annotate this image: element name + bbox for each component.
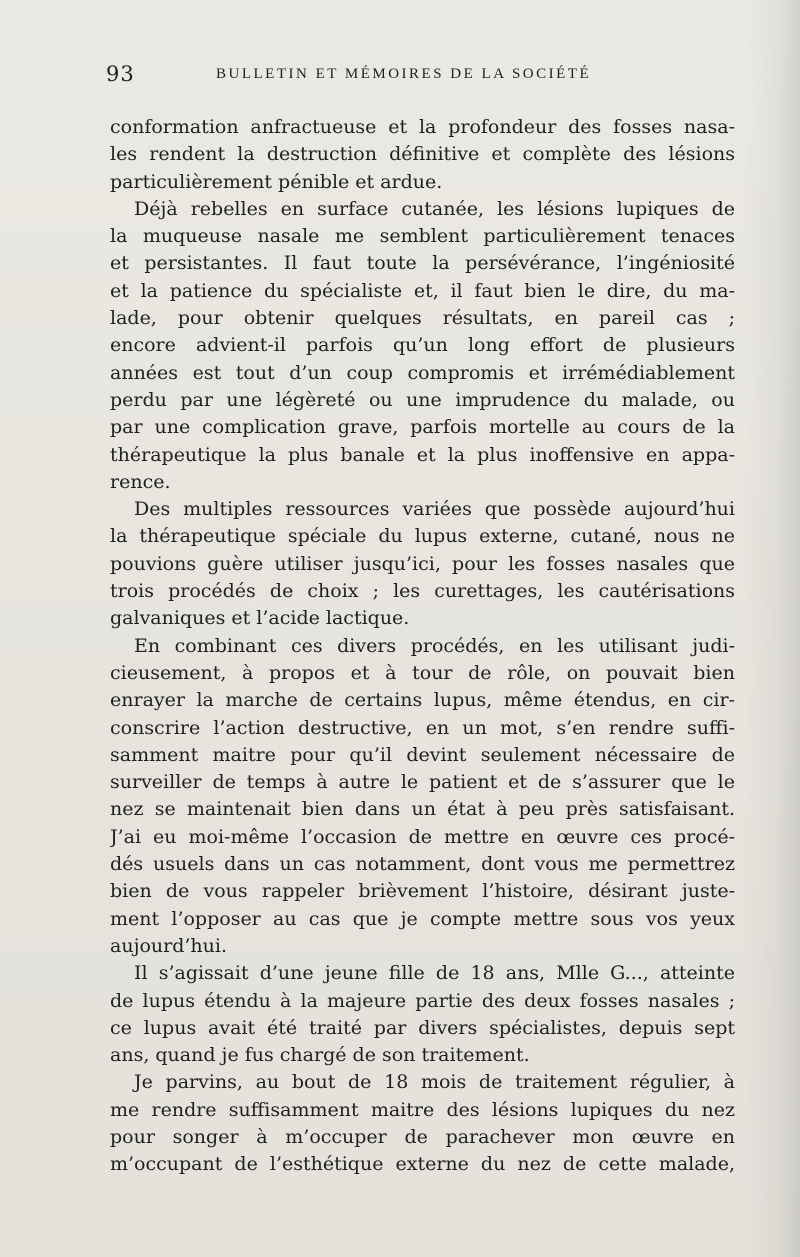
text-line: encore advient-il parfois qu’un long effort de plusieurs <box>110 334 735 357</box>
text-line: galvaniques et l’acide lactique. <box>110 607 410 630</box>
text-line: Des multiples ressources variées que possède aujourd’hui <box>134 498 735 521</box>
text-line: bien de vous rappeler brièvement l’histoire, désirant juste- <box>110 880 735 903</box>
text-line: thérapeutique la plus banale et la plus inoffensive en appa- <box>110 443 735 466</box>
page-number: 93 <box>106 62 135 86</box>
text-line: aujourd’hui. <box>110 934 228 957</box>
text-line: par une complication grave, parfois mortelle au cours de la <box>110 416 735 439</box>
text-line: années est tout d’un coup compromis et irrémédiablement <box>110 361 735 384</box>
text-line: pouvions guère utiliser jusqu’ici, pour les fosses nasales que <box>110 552 735 575</box>
text-line: J’ai eu moi-même l’occasion de mettre en œuvre ces procé- <box>110 825 735 848</box>
text-line: conformation anfractueuse et la profondeur des fosses nasa- <box>110 116 735 138</box>
text-line: Je parvins, au bout de 18 mois de traitement régulier, à <box>134 1071 735 1094</box>
text-line: Il s’agissait d’une jeune fille de 18 ans, Mlle G..., atteinte <box>134 962 735 985</box>
text-line: perdu par une légèreté ou une imprudence du malade, ou <box>110 388 735 411</box>
text-line: la muqueuse nasale me semblent particulièrement tenaces <box>110 225 735 248</box>
text-line: conscrire l’action destructive, en un mot, s’en rendre suffi- <box>110 716 735 739</box>
text-line: samment maitre pour qu’il devint seulement nécessaire de <box>110 743 735 766</box>
text-line: En combinant ces divers procédés, en les utilisant judi- <box>134 634 735 657</box>
page-header <box>106 62 736 92</box>
text-line: m’occupant de l’esthétique externe du nez de cette malade, <box>110 1153 735 1176</box>
text-line: et la patience du spécialiste et, il faut bien le dire, du ma- <box>110 279 735 302</box>
text-line: dés usuels dans un cas notamment, dont vous me permettrez <box>110 853 735 876</box>
text-line: rence. <box>110 470 171 493</box>
page-spine-shadow <box>744 0 800 1257</box>
body-text <box>110 114 735 1179</box>
running-head: BULLETIN ET MÉMOIRES DE LA SOCIÉTÉ <box>216 66 592 82</box>
text-line: ans, quand je fus chargé de son traitement. <box>110 1044 530 1067</box>
text-line: la thérapeutique spéciale du lupus externe, cutané, nous ne <box>110 525 735 548</box>
text-line: nez se maintenait bien dans un état à peu près satisfaisant. <box>110 798 735 821</box>
text-line: les rendent la destruction définitive et complète des lésions <box>110 143 735 166</box>
text-line: Déjà rebelles en surface cutanée, les lésions lupiques de <box>134 197 735 220</box>
text-line: lade, pour obtenir quelques résultats, en pareil cas ; <box>110 307 735 330</box>
text-line: trois procédés de choix ; les curettages, les cautérisations <box>110 580 735 603</box>
text-line: et persistantes. Il faut toute la persévérance, l’ingéniosité <box>110 252 735 275</box>
text-line: ce lupus avait été traité par divers spécialistes, depuis sept <box>110 1016 735 1039</box>
text-line: cieusement, à propos et à tour de rôle, on pouvait bien <box>110 661 735 684</box>
text-line: ment l’opposer au cas que je compte mettre sous vos yeux <box>110 907 735 930</box>
text-line: me rendre suffisamment maitre des lésions lupiques du nez <box>110 1098 735 1121</box>
text-line: particulièrement pénible et ardue. <box>110 170 443 193</box>
text-line: pour songer à m’occuper de parachever mon œuvre en <box>110 1125 735 1148</box>
text-line: enrayer la marche de certains lupus, même étendus, en cir- <box>110 689 735 712</box>
text-line: surveiller de temps à autre le patient et de s’assurer que le <box>110 771 735 794</box>
text-line: de lupus étendu à la majeure partie des deux fosses nasales ; <box>110 989 735 1012</box>
